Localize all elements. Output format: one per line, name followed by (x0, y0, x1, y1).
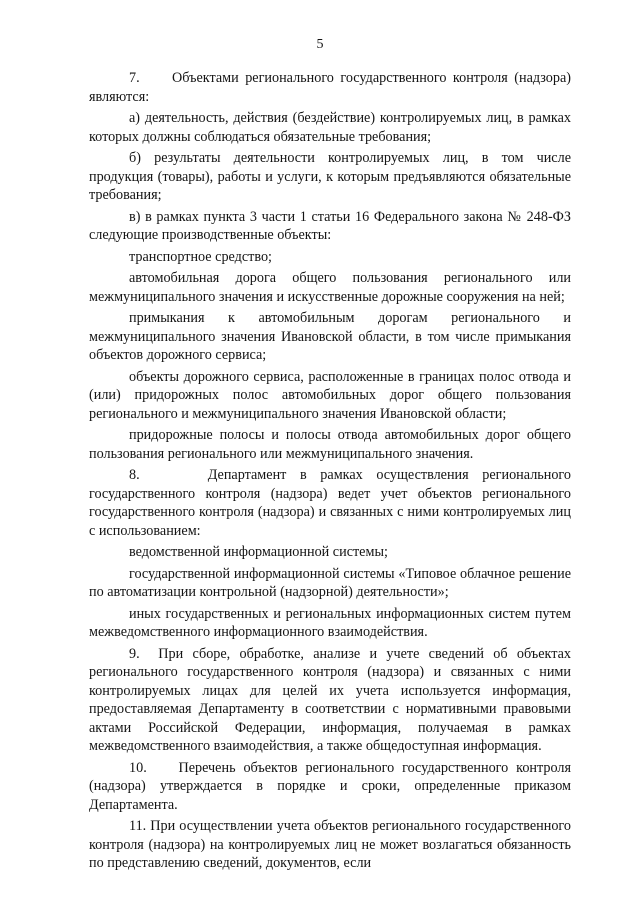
paragraph-7a: а) деятельность, действия (бездействие) контролируемых лиц, в рамках которых должны соблюдаться обязательные требования; (89, 110, 571, 145)
list-item-road-service: объекты дорожного сервиса, расположенные в границах полос отвода и (или) придорожных полос автомобильных дорог общего пользования регионального и межмуниципального значения Ивановской области; (89, 368, 571, 422)
list-item-vehicle: транспортное средство; (129, 248, 273, 265)
paragraph-7b: б) результаты деятельности контролируемых лиц, в том числе продукция (товары), работы и услуги, к которым предъявляются обязательные требования; (89, 150, 571, 203)
paragraph-11: 11. При осуществлении учета объектов регионального государственного контроля (надзора) на контролируемых лиц не может возлагаться обязанность по представлению сведений, документов, если (89, 818, 571, 871)
list-item-other-systems: иных государственных и региональных информационных систем путем межведомственного информационного взаимодействия. (89, 605, 571, 640)
paragraph-7v: в) в рамках пункта 3 части 1 статьи 16 Федерального закона № 248-ФЗ следующие производственные объекты: (89, 208, 571, 243)
list-item-roadside-strips: придорожные полосы и полосы отвода автомобильных дорог общего пользования регионального или межмуниципального значения. (89, 427, 571, 462)
list-item-departmental-system: ведомственной информационной системы; (129, 544, 388, 560)
list-item-junctions: примыкания к автомобильным дорогам регионального и межмуниципального значения Ивановской области, в том числе примыкания объектов дорожного сервиса; (89, 310, 571, 363)
list-item-state-system: государственной информационной системы «Типовое облачное решение по автоматизации контрольной (надзорной) деятельности»; (89, 565, 571, 600)
paragraph-10: 10. Перечень объектов регионального государственного контроля (надзора) утверждается в порядке и сроки, определенные приказом Департамента. (89, 759, 571, 813)
page-number: 5 (316, 37, 324, 52)
paragraph-7: 7. Объектами регионального государственного контроля (надзора) являются: (89, 70, 571, 105)
paragraph-8: 8. Департамент в рамках осуществления регионального государственного контроля (надзора) ведет учет объектов регионального государственного контроля (надзора) и связанных с ними контролируемых лиц с использованием: (89, 467, 571, 539)
list-item-road: автомобильная дорога общего пользования регионального или межмуниципального значения и искусственные дорожные сооружения на ней; (89, 270, 571, 305)
paragraph-9: 9. При сборе, обработке, анализе и учете сведений об объектах регионального государственного контроля (надзора) и связанных с ними контролируемых лицах для целей их учета используется информация, предоставляемая Департаменту в соответствии с нормативными правовыми актами Российской Федерации, информация, получаемая в рамках межведомственного взаимодействия, а также общедоступная информация. (89, 645, 571, 754)
document-body (89, 69, 571, 873)
